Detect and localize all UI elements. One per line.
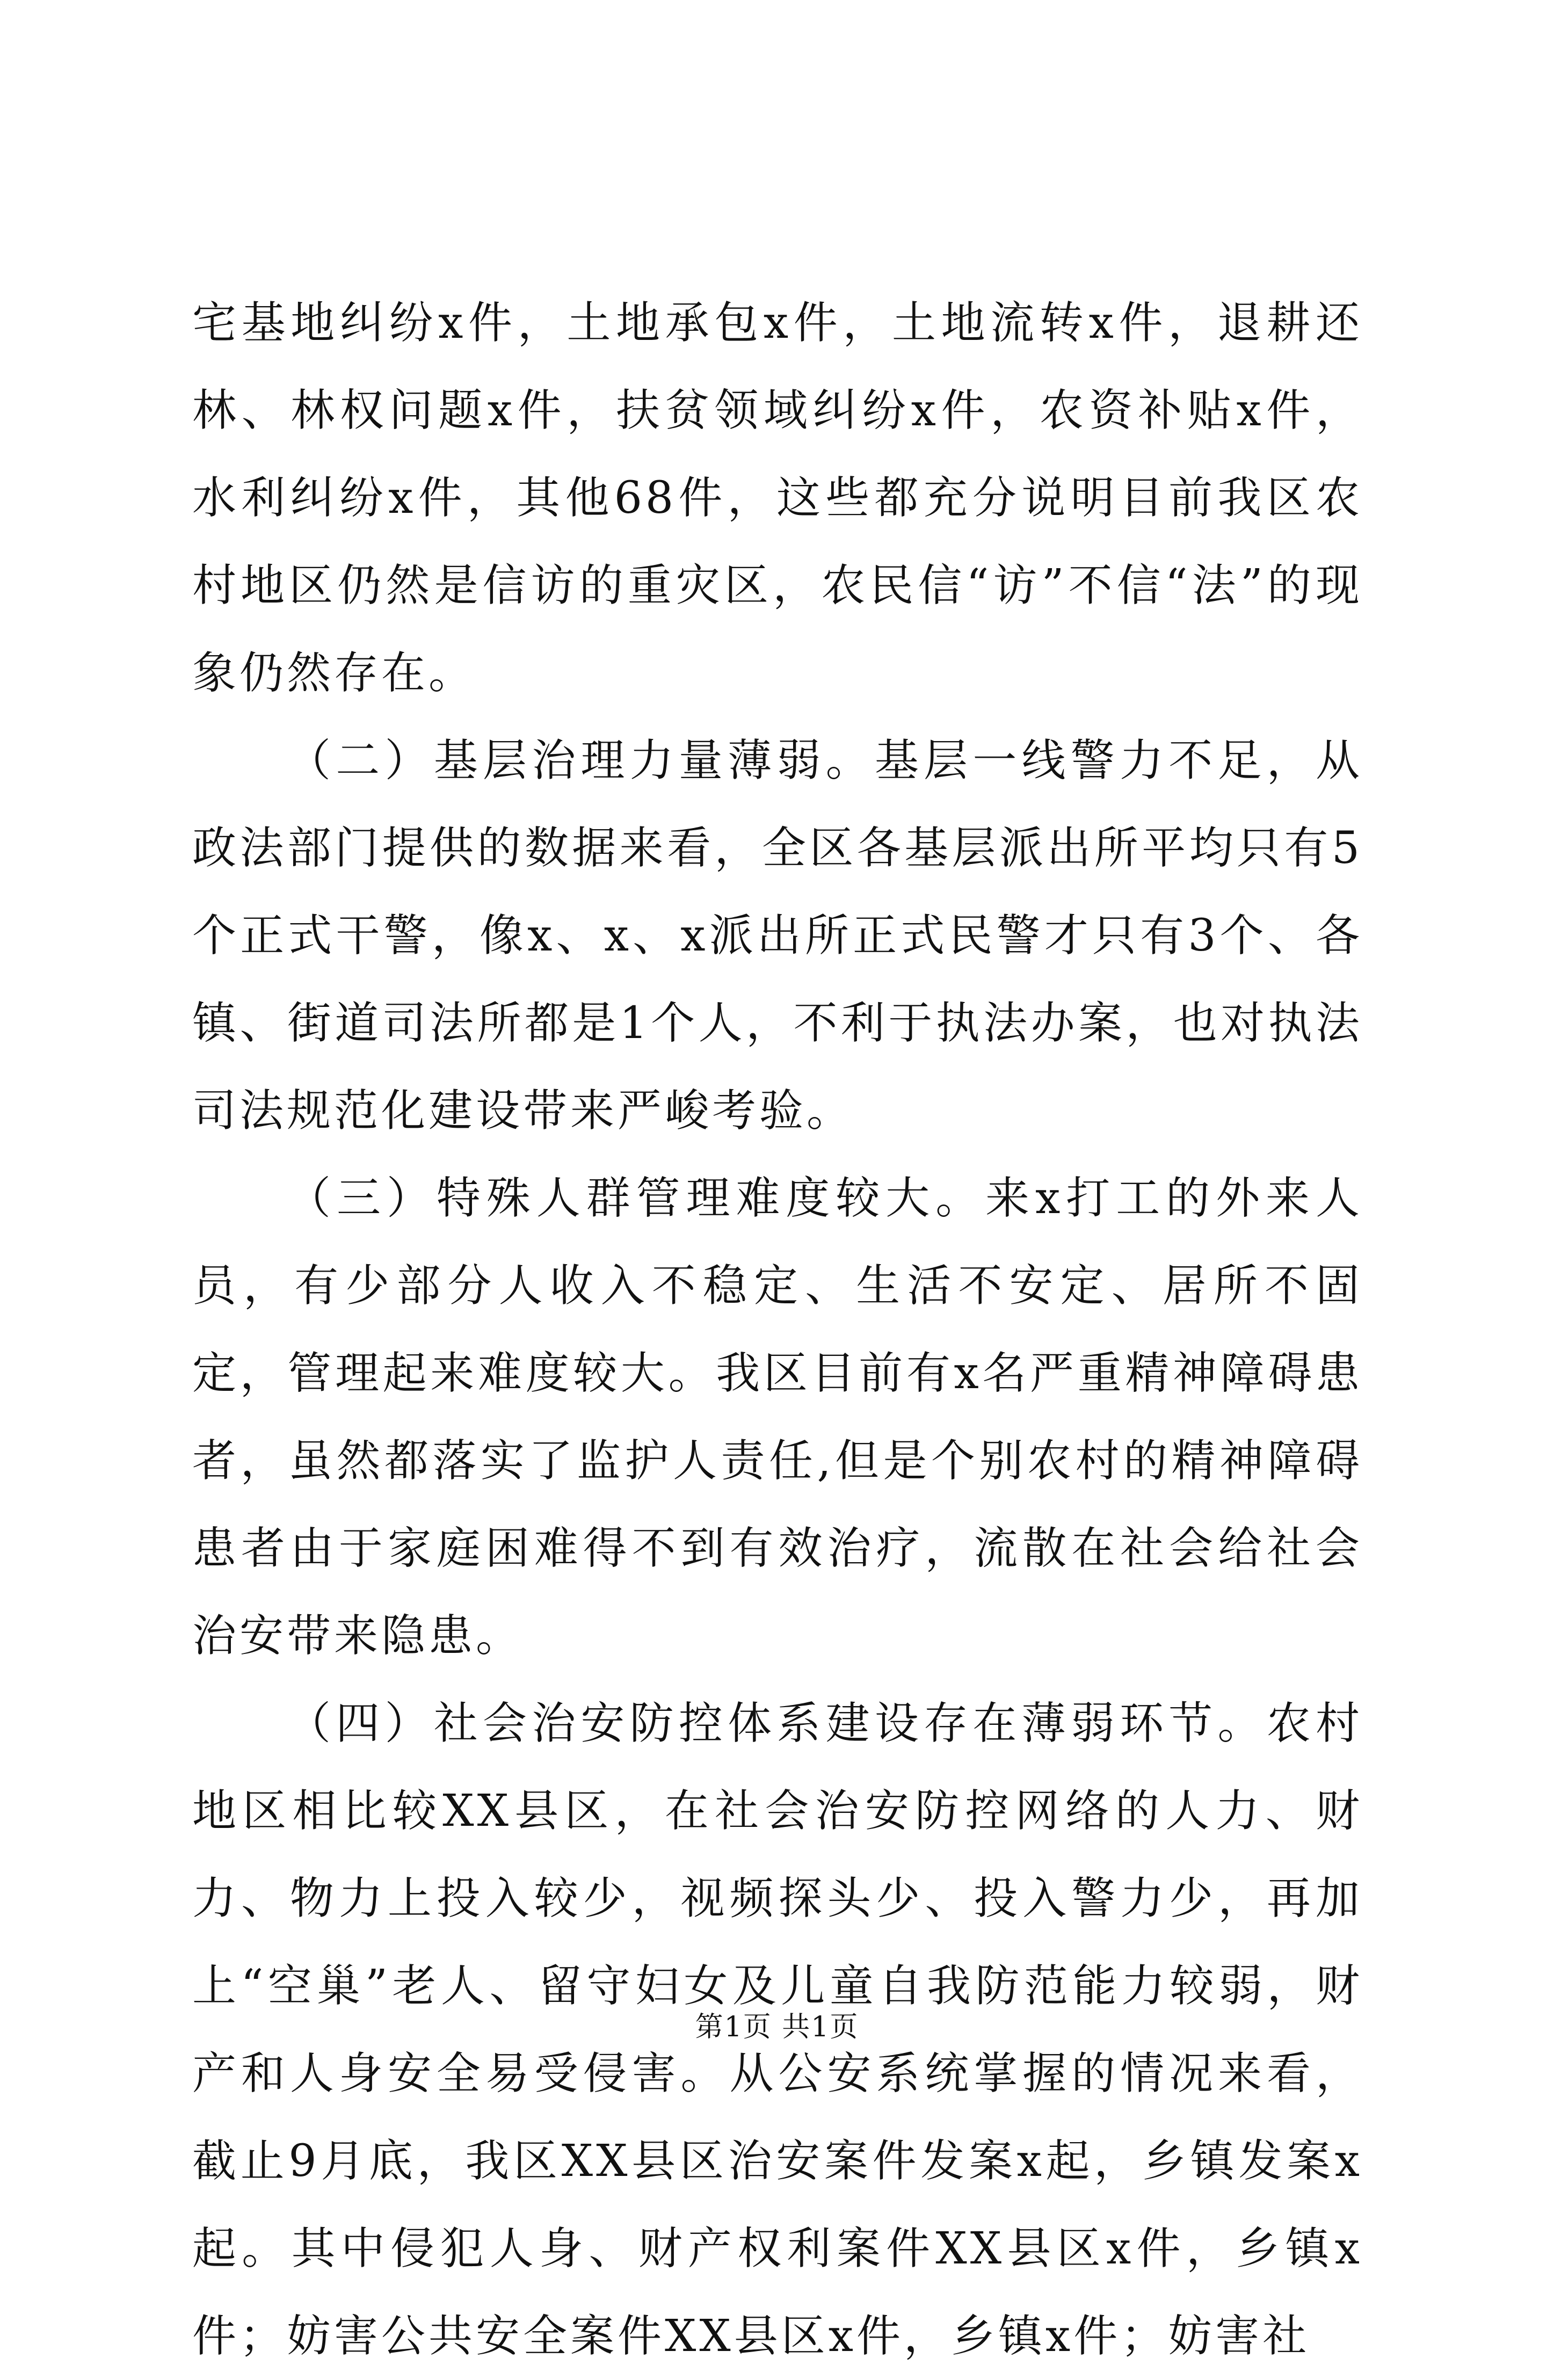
document-body bbox=[192, 279, 1363, 2380]
page-footer: 第1页 共1页 bbox=[695, 2011, 859, 2043]
paragraph-special-groups: （三）特殊人群管理难度较大。来x打工的外来人员，有少部分人收入不稳定、生活不安定、居所不固定，管理起来难度较大。我区目前有x名严重精神障碍患者，虽然都落实了监护人责任,但是个别农村的精神障碍患者由于家庭困难得不到有效治疗，流散在社会给社会治安带来隐患。 bbox=[192, 1173, 1363, 1661]
paragraph-security-system: （四）社会治安防控体系建设存在薄弱环节。农村地区相比较XX县区，在社会治安防控网络的人力、财力、物力上投入较少，视频探头少、投入警力少，再加上“空巢”老人、留守妇女及儿童自我防范能力较弱，财产和人身安全易受侵害。从公安系统掌握的情况来看，截止9月底，我区XX县区治安案件发案x起，乡镇发案x起。其中侵犯人身、财产权利案件XX县区x件，乡镇x件；妨害公共安全案件XX县区x件，乡镇x件；妨害社 bbox=[192, 1698, 1363, 2362]
paragraph-continuation: 宅基地纠纷x件，土地承包x件，土地流转x件，退耕还林、林权问题x件，扶贫领域纠纷x件，农资补贴x件，水利纠纷x件，其他68件，这些都充分说明目前我区农村地区仍然是信访的重灾区，农民信“访”不信“法”的现象仍然存在。 bbox=[192, 298, 1363, 699]
paragraph-grassroots-governance: （二）基层治理力量薄弱。基层一线警力不足，从政法部门提供的数据来看，全区各基层派出所平均只有5个正式干警，像x、x、x派出所正式民警才只有3个、各镇、街道司法所都是1个人，不利于执法办案，也对执法司法规范化建设带来严峻考验。 bbox=[192, 735, 1363, 1136]
